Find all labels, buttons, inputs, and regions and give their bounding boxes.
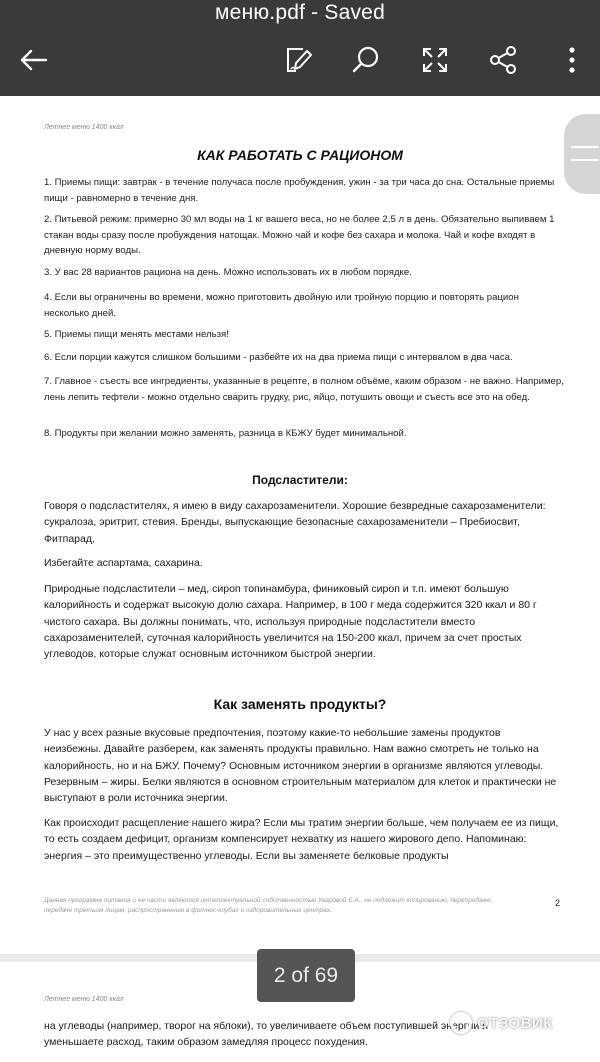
- fast-scroll-handle[interactable]: [564, 114, 600, 194]
- more-vertical-icon: [567, 46, 577, 74]
- rule-5: 5. Приемы пищи менять местами нельзя!: [44, 329, 229, 340]
- sweeteners-paragraph-3: Природные подсластители – мед, сироп топинамбура, финиковый сироп и т.п. имеют большую калорийность и содержат высокую долю сахара. Например, в 100 г меда содержится 320 ккал и 80 г чистого сахара. Вы должны понимать, что, используя природные подсластители вместо сахарозаменителей, суточная калорийность увеличится на 150-200 ккал, причем за счет простых углеводов, которые служат основным источником быстрой энергии.: [44, 583, 537, 661]
- replace-paragraph-1: У нас у всех разные вкусовые предпочтения, поэтому какие-то небольшие замены продуктов неизбежны. Давайте разберем, как заменять продукты правильно. Нам важно смотреть не только на калорийность, но и на БЖУ. Почему? Основным источником энергии в организме являются углеводы. Резервным – жиры. Белки являются в основном строительным материалом для клеток и практически не выступают в роли источника энергии.: [44, 727, 557, 805]
- rule-1: 1. Приемы пищи: завтрак - в течение получаса после пробуждения, ужин - за три часа до сна. Остальные приемы пищи - равномерно в течение дня.: [44, 177, 555, 204]
- replace-paragraph-2: Как происходит расщепление нашего жира? Если мы тратим энергии больше, чем получаем ее из пищи, то есть создаем дефицит, организм компенсирует нехватку из нашего жирового депо. Напоминаю: энергия – это преимущественно углеводы. Если вы заменяете белковые продукты: [44, 817, 559, 862]
- share-icon: [488, 45, 518, 75]
- running-head-page-3: Летнее меню 1400 ккал: [44, 996, 124, 1003]
- rule-4: 4. Если вы ограничены во времени, можно приготовить двойную или тройную порцию и повторять рацион несколько дней.: [44, 292, 519, 319]
- page-3-paragraph: на углеводы (например, творог на яблоки), то увеличиваете объем поступившей энергии и уменьшаете расход, таким образом замедляя процесс похудения.: [44, 1020, 489, 1049]
- sweeteners-heading: Подсластители:: [252, 473, 348, 487]
- document-title: меню.pdf - Saved: [215, 1, 385, 24]
- watermark-logo-icon: [450, 1012, 472, 1034]
- page-title: КАК РАБОТАТЬ С РАЦИОНОМ: [197, 147, 403, 163]
- fullscreen-button[interactable]: [415, 40, 455, 80]
- sweeteners-paragraph-1: Говоря о подсластителях, я имею в виду сахарозаменители. Хорошие безвредные сахарозаменители: сукралоза, эритрит, стевия. Бренды, выпускающие безопасные сахарозаменители – Пребиосвит, Фитпарад.: [44, 500, 546, 545]
- more-options-button[interactable]: [552, 40, 592, 80]
- edit-button[interactable]: [278, 40, 318, 80]
- rule-3: 3. У вас 28 вариантов рациона на день. Можно использовать их в любом порядке.: [44, 267, 412, 278]
- top-toolbar: [0, 0, 600, 96]
- running-head: Летнее меню 1400 ккал: [44, 124, 124, 131]
- share-button[interactable]: [483, 40, 523, 80]
- search-button[interactable]: [346, 40, 386, 80]
- pdf-page-2: [0, 96, 600, 954]
- watermark-text: ОТЗОВИК: [477, 1014, 553, 1032]
- search-icon: [351, 45, 381, 75]
- page-number: 2: [555, 898, 561, 908]
- rule-6: 6. Если порции кажутся слишком большими - разбейте их на два приема пищи с интервалом в два часа.: [44, 352, 513, 363]
- grip-line: [571, 159, 599, 161]
- fullscreen-icon: [421, 46, 449, 74]
- back-button[interactable]: [13, 40, 53, 80]
- grip-line: [571, 146, 599, 148]
- rule-2: 2. Питьевой режим: примерно 30 мл воды на 1 кг вашего веса, но не более 2,5 л в день. Обязательно выпиваем 1 стакан воды сразу после пробуждения натощак. Можно чай и кофе без сахара и молока. Чай и кофе входят в дневную норму воды.: [44, 214, 555, 256]
- copyright-note: Данная программа питания и ее части являются интеллектуальной собственностью Уваровой Е.А., не подлежит копированию, перепродаже, передаче третьим лицам, распространению в фитнес-клубах и оздоровительных центрах.: [44, 897, 493, 914]
- sweeteners-paragraph-2: Избегайте аспартама, сахарина.: [44, 557, 203, 569]
- page-indicator: 2 of 69: [257, 949, 355, 1002]
- replace-heading: Как заменять продукты?: [213, 696, 387, 712]
- back-arrow-icon: [18, 48, 48, 72]
- edit-icon: [283, 45, 313, 75]
- rule-8: 8. Продукты при желании можно заменять, разница в КБЖУ будет минимальной.: [44, 428, 407, 439]
- rule-7: 7. Главное - съесть все ингредиенты, указанные в рецепте, в полном объёме, каким образом - не важно. Например, лень лепить тефтели - можно отдельно сварить грудку, рис, яйцо, потушить овощи и съесть все это на обед.: [44, 376, 564, 403]
- watermark: [450, 1008, 553, 1038]
